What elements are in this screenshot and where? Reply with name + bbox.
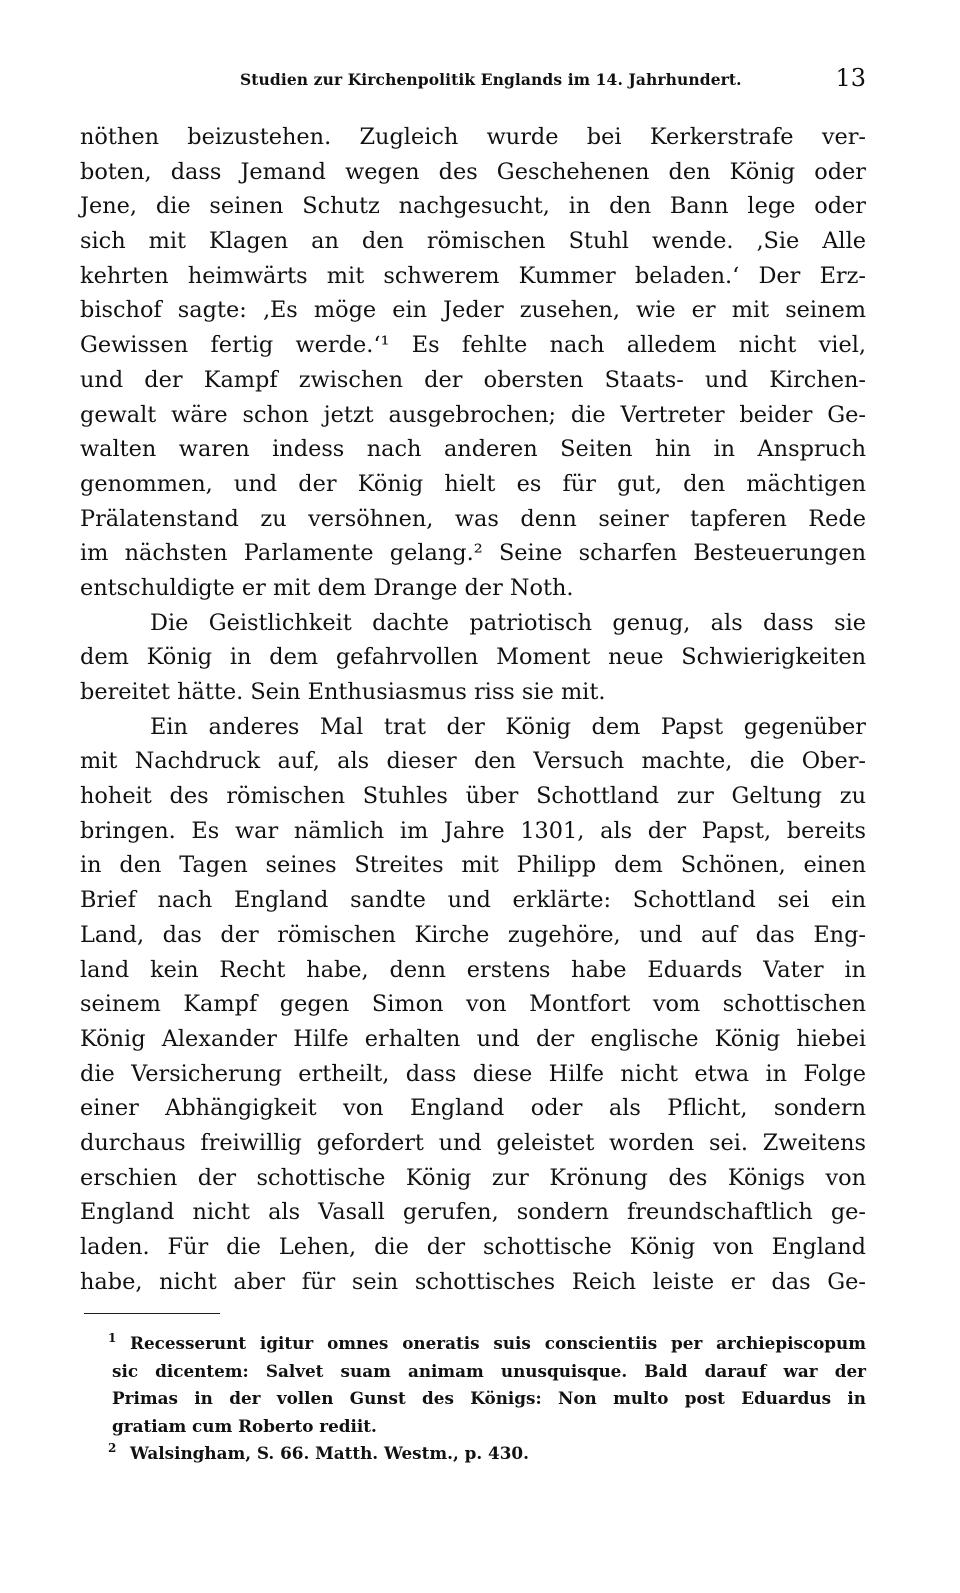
text-line: hoheit des römischen Stuhles über Schottland zur Geltung zu	[80, 783, 866, 810]
text-line: seinem Kampf gegen Simon von Montfort vom schottischen	[80, 991, 866, 1018]
text-line: genommen, und der König hielt es für gut, den mächtigen	[80, 470, 866, 497]
page-number: 13	[835, 64, 866, 92]
footnote-1-line: Primas in der vollen Gunst des Königs: Non multo post Eduardus in	[112, 1388, 866, 1408]
text-line: mit Nachdruck auf, als dieser den Versuch machte, die Ober-	[80, 748, 866, 775]
footnote-divider	[84, 1313, 220, 1314]
text-line: durchaus freiwillig gefordert und geleistet worden sei. Zweitens	[80, 1129, 866, 1156]
text-line: England nicht als Vasall gerufen, sondern freundschaftlich ge-	[80, 1199, 866, 1226]
text-line: und der Kampf zwischen der obersten Staats- und Kirchen-	[80, 366, 866, 393]
text-line: bringen. Es war nämlich im Jahre 1301, als der Papst, bereits	[80, 817, 866, 844]
text-line: im nächsten Parlamente gelang.² Seine scharfen Besteuerungen	[80, 540, 866, 567]
footnote-1-line: sic dicentem: Salvet suam animam unusquisque. Bald darauf war der	[112, 1360, 866, 1381]
text-line: einer Abhängigkeit von England oder als Pflicht, sondern	[80, 1095, 866, 1122]
footnote-2-mark: 2	[108, 1441, 117, 1455]
text-line: erschien der schottische König zur Krönung des Königs von	[80, 1164, 866, 1191]
paragraph-start: Die Geistlichkeit dachte patriotisch genug, als dass sie	[150, 609, 866, 636]
text-line: bischof sagte: ‚Es möge ein Jeder zusehen, wie er mit seinem	[80, 297, 866, 324]
footnote-1-line: gratiam cum Roberto rediit.	[112, 1415, 377, 1436]
text-line: Brief nach England sandte und erklärte: Schottland sei ein	[80, 887, 866, 914]
text-line: Jene, die seinen Schutz nachgesucht, in den Bann lege oder	[80, 193, 866, 220]
footnote-2-line	[108, 1440, 866, 1468]
paragraph-start: Ein anderes Mal trat der König dem Papst gegenüber	[150, 713, 866, 740]
text-line: gewalt wäre schon jetzt ausgebrochen; die Vertreter beider Ge-	[80, 401, 866, 428]
text-line: entschuldigte er mit dem Drange der Noth.	[80, 574, 574, 601]
page-header	[80, 64, 870, 98]
main-text	[80, 120, 866, 1299]
text-line: walten waren indess nach anderen Seiten hin in Anspruch	[80, 436, 866, 463]
text-line: dem König in dem gefahrvollen Moment neue Schwierigkeiten	[80, 644, 866, 671]
text-line: laden. Für die Lehen, die der schottische König von England	[80, 1234, 866, 1260]
text-line: Gewissen fertig werde.‘¹ Es fehlte nach alledem nicht viel,	[80, 332, 866, 359]
text-line: in den Tagen seines Streites mit Philipp dem Schönen, einen	[80, 852, 866, 879]
text-line: nöthen beizustehen. Zugleich wurde bei Kerkerstrafe ver-	[80, 124, 866, 150]
text-line: Land, das der römischen Kirche zugehöre, und auf das Eng-	[80, 921, 866, 948]
text-line: kehrten heimwärts mit schwerem Kummer beladen.‘ Der Erz-	[80, 262, 866, 289]
footnote-1-text: Recesserunt igitur omnes oneratis suis conscientiis per archiepiscopum	[130, 1333, 866, 1353]
footnote-1-mark: 1	[108, 1331, 117, 1345]
text-line: die Versicherung ertheilt, dass diese Hilfe nicht etwa in Folge	[80, 1060, 866, 1087]
text-line: König Alexander Hilfe erhalten und der englische König hiebei	[80, 1025, 866, 1052]
footnote-1-line	[108, 1330, 866, 1358]
footnote-2-text: Walsingham, S. 66. Matth. Westm., p. 430.	[130, 1443, 529, 1463]
text-line: sich mit Klagen an den römischen Stuhl wende. ‚Sie Alle	[80, 228, 866, 255]
text-line: bereitet hätte. Sein Enthusiasmus riss sie mit.	[80, 679, 606, 705]
running-title: Studien zur Kirchenpolitik Englands im 14. Jahrhundert.	[240, 70, 742, 89]
text-line: land kein Recht habe, denn erstens habe Eduards Vater in	[80, 956, 866, 983]
text-line: boten, dass Jemand wegen des Geschehenen den König oder	[80, 158, 866, 185]
text-line: Prälatenstand zu versöhnen, was denn seiner tapferen Rede	[80, 505, 866, 532]
footnotes	[108, 1330, 866, 1468]
text-line: habe, nicht aber für sein schottisches Reich leiste er das Ge-	[80, 1268, 866, 1295]
